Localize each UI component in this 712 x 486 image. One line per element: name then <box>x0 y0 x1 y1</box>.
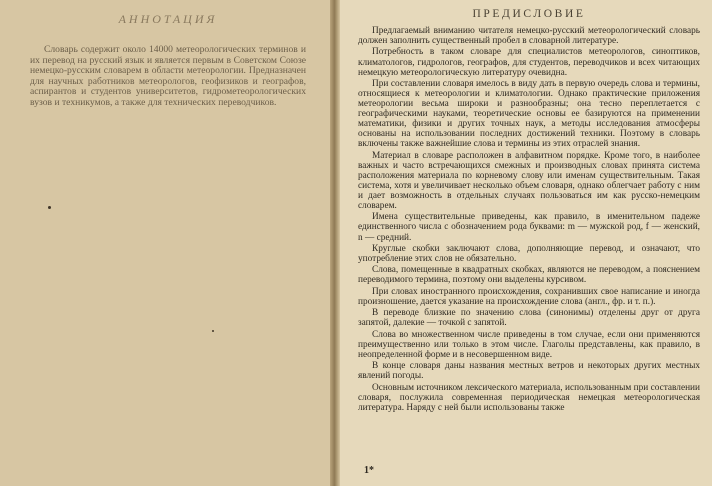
annotation-text: Словарь содержит около 14000 метеорологических терминов и их перевод на русский язык и является первым в Советском Союзе немецко-русским словарем в области метеорологии. Предназначен для научных работников метеорологов, геофизиков и географов, аспирантов и студентов университетов, гидрометеорологических вузов и техникумов, а также для технических переводчиков. <box>30 44 306 108</box>
preface-paragraph: Слова, помещенные в квадратных скобках, являются не переводом, а пояснением переводимого термина, поэтому они выделены курсивом. <box>358 265 700 286</box>
preface-paragraph: Потребность в таком словаре для специалистов метеорологов, синоптиков, климатологов, гидрологов, географов, для студентов, переводчиков и всех читающих немецкую метеорологическую литературу очевидна. <box>358 47 700 78</box>
preface-paragraph: В конце словаря даны названия местных ветров и некоторых других местных явлений погоды. <box>358 361 700 382</box>
paper-speck <box>48 206 51 209</box>
preface-paragraph: В переводе близкие по значению слова (синонимы) отделены друг от друга запятой, далекие — точкой с запятой. <box>358 308 700 329</box>
paper-speck <box>212 330 214 332</box>
book-gutter <box>330 0 340 486</box>
preface-paragraph: Круглые скобки заключают слова, дополняющие перевод, и означают, что употребление этих слов не обязательно. <box>358 243 700 264</box>
left-page <box>0 0 330 486</box>
preface-paragraph: При словах иностранного происхождения, сохранивших свое написание и иногда произношение, дается указание на происхождение слова (англ., фр. и т. п.). <box>358 286 700 307</box>
preface-paragraph: При составлении словаря имелось в виду дать в первую очередь слова и термины, относящиеся к метеорологии и климатологии. Однако практические приложения метеорологии весьма широки и разнообразны; она тесно переплетается с географическими науками, теоретические основы ее базируются на применении математики, физики и других точных наук, а методы исследования атмосферы основаны на использовании последних достижений техники. Поэтому в словарь включены также важнейшие слова и термины из этих отраслей знания. <box>358 79 700 150</box>
preface-paragraph: Основным источником лексического материала, использованным при составлении словаря, послужила современная периодическая немецкая метеорологическая литература. Наряду с ней были использованы также <box>358 382 700 413</box>
preface-paragraph: Имена существительные приведены, как правило, в именительном падеже единственного числа с обозначением рода буквами: m — мужской род, f — женский, n — средний. <box>358 212 700 243</box>
preface-paragraph: Слова во множественном числе приведены в том случае, если они применяются преимущественно или только в этом числе. Глаголы представлены, как правило, в неопределенной форме и в несовершенном виде. <box>358 329 700 360</box>
preface-paragraph: Предлагаемый вниманию читателя немецко-русский метеорологический словарь должен заполнить существенный пробел в словарной литературе. <box>358 26 700 47</box>
right-page <box>340 0 712 486</box>
preface-heading: ПРЕДИСЛОВИЕ <box>472 8 586 20</box>
annotation-heading: АННОТАЦИЯ <box>118 12 218 26</box>
preface-paragraph: Материал в словаре расположен в алфавитном порядке. Кроме того, в наиболее важных и часто встречающихся смежных и производных словах принята система расположения материала по корневому слову или именам существительным. Такая система, хотя и увеличивает несколько объем словаря, однако облегчает работу с ним и дает возможность в отдельных случаях пользоваться им как русско-немецким словарем. <box>358 150 700 211</box>
page-number: 1* <box>364 465 374 476</box>
